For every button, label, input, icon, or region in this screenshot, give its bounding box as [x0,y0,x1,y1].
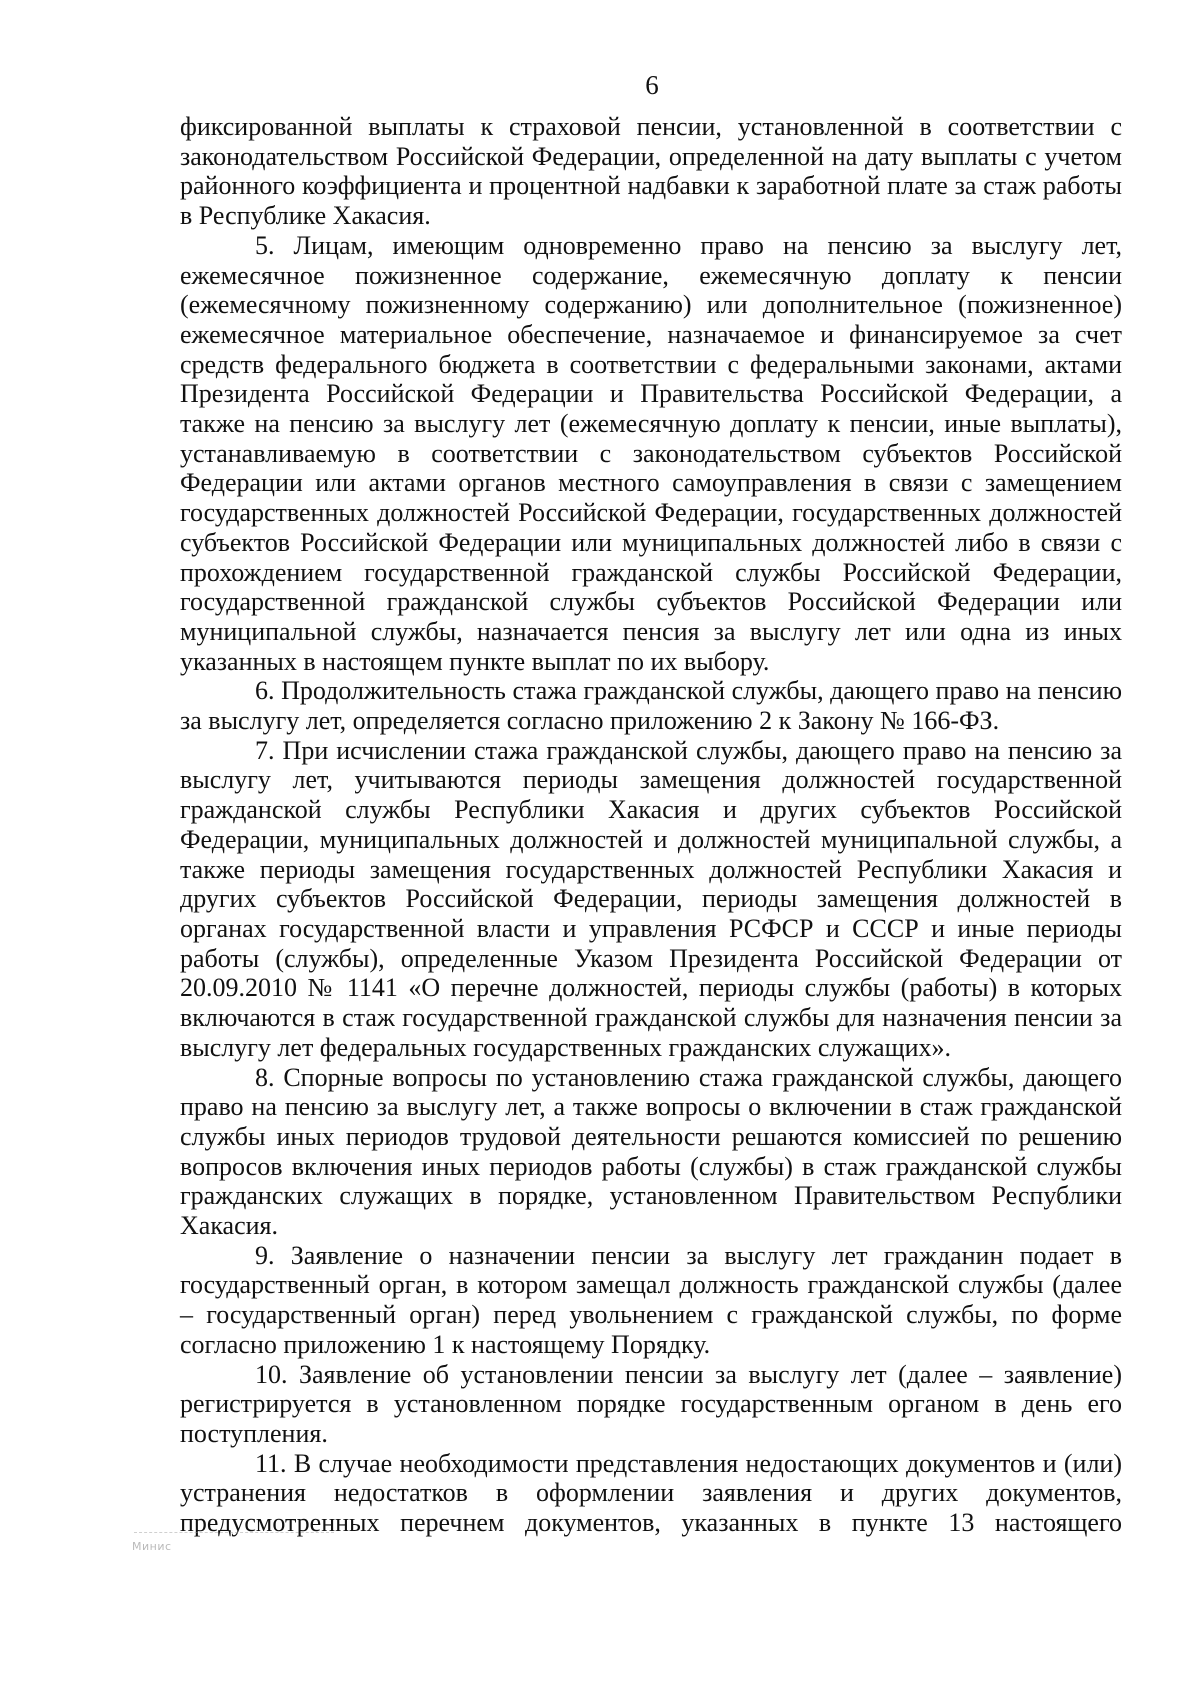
paragraph-item-5: 5. Лицам, имеющим одновременно право на пенсию за выслугу лет, ежемесячное пожизненное содержание, ежемесячную доплату к пенсии (ежемесячному пожизненному содержанию) или дополнительное (пожизненное) ежемесячное материальное обеспечение, назначаемое и финансируемое за счет средств федерального бюджета в соответствии с федеральными законами, актами Президента Российской Федерации и Правительства Российской Федерации, а также на пенсию за выслугу лет (ежемесячную доплату к пенсии, иные выплаты), устанавливаемую в соответствии с законодательством субъектов Российской Федерации или актами органов местного самоуправления в связи с замещением государственных должностей Российской Федерации, государственных должностей субъектов Российской Федерации или муниципальных должностей либо в связи с прохождением государственной гражданской службы Российской Федерации, государственной гражданской службы субъектов Российской Федерации или муниципальной службы, назначается пенсия за выслугу лет или одна из иных указанных в настоящем пункте выплат по их выбору. [180,230,1122,676]
paragraph-item-11: 11. В случае необходимости представления недостающих документов и (или) устранения недостатков в оформлении заявления и других документов, предусмотренных перечнем документов, указанных в пункте 13 настоящего [180,1448,1122,1538]
paragraph-continuation: фиксированной выплаты к страховой пенсии, установленной в соответствии с законодательством Российской Федерации, определенной на дату выплаты с учетом районного коэффициента и процентной надбавки к заработной плате за стаж работы в Республике Хакасия. [180,112,1122,231]
paragraph-item-7: 7. При исчислении стажа гражданской службы, дающего право на пенсию за выслугу лет, учитываются периоды замещения должностей государственной гражданской службы Республики Хакасия и других субъектов Российской Федерации, муниципальных должностей и должностей муниципальной службы, а также периоды замещения государственных должностей Республики Хакасия и других субъектов Российской Федерации, периоды замещения должностей в органах государственной власти и управления РСФСР и СССР и иные периоды работы (службы), определенные Указом Президента Российской Федерации от 20.09.2010 № 1141 «О перечне должностей, периоды службы (работы) в которых включаются в стаж государственной гражданской службы для назначения пенсии за выслугу лет федеральных государственных гражданских служащих». [180,735,1122,1062]
stamp-text-line: Минис [132,1540,172,1553]
page-number: 6 [645,70,659,100]
faded-stamp [128,1532,343,1592]
paragraph-item-10: 10. Заявление об установлении пенсии за выслугу лет (далее – заявление) регистрируется в установленном порядке государственным органом в день его поступления. [180,1359,1122,1448]
document-body [180,112,1122,1538]
stamp-divider [134,1532,334,1533]
paragraph-item-6: 6. Продолжительность стажа гражданской службы, дающего право на пенсию за выслугу лет, определяется согласно приложению 2 к Закону № 166-ФЗ. [180,676,1122,736]
paragraph-item-8: 8. Спорные вопросы по установлению стажа гражданской службы, дающего право на пенсию за выслугу лет, а также вопросы о включении в стаж гражданской службы иных периодов трудовой деятельности решаются комиссией по решению вопросов включения иных периодов работы (службы) в стаж гражданской службы гражданских служащих в порядке, установленном Правительством Республики Хакасия. [180,1062,1122,1241]
paragraph-item-9: 9. Заявление о назначении пенсии за выслугу лет гражданин подает в государственный орган, в котором замещал должность гражданской службы (далее – государственный орган) перед увольнением с гражданской службы, по форме согласно приложению 1 к настоящему Порядку. [180,1240,1122,1359]
